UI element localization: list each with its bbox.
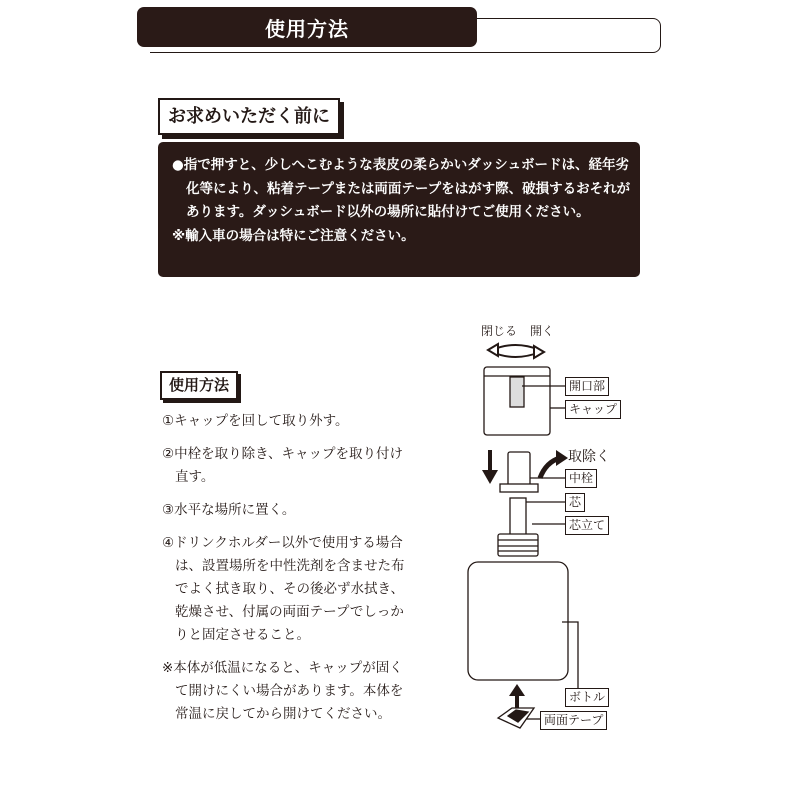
step-2: ②中栓を取り除き、キャップを取り付け直す。 (162, 446, 404, 485)
remove-arrow-icon (540, 450, 568, 478)
page-title: 使用方法 (137, 7, 477, 47)
warning-note: ※輸入車の場合は特にご注意ください。 (172, 227, 415, 244)
remove-label: 取除く (568, 449, 610, 465)
opening-label: 開口部 (565, 377, 609, 396)
bullet-icon: ● (172, 157, 184, 173)
warning-text: ●指で押すと、少しへこむような表皮の柔らかいダッシュボードは、経年劣化等により、粘着テープまたは両面テープをはがす際、破損するおそれがあります。ダッシュボード以外の場所に貼付けてご使用ください。 (172, 157, 631, 220)
down-arrow-icon (482, 450, 498, 484)
wick-illustration (510, 498, 565, 538)
tape-illustration (498, 708, 540, 728)
step-3: ③水平な場所に置く。 (162, 502, 296, 518)
wick-stand-label: 芯立て (565, 516, 609, 535)
close-label: 閉じる (481, 324, 518, 338)
tape-label: 両面テープ (540, 711, 607, 730)
rotate-arrow-icon (488, 344, 544, 358)
cap-label: キャップ (565, 400, 621, 419)
bottle-illustration (468, 534, 590, 692)
wick-label: 芯 (565, 493, 585, 512)
cap-illustration (484, 367, 565, 435)
usage-note: ※本体が低温になると、キャップが固くて開けにくい場合があります。本体を常温に戻してから開けてください。 (162, 660, 404, 722)
usage-title: 使用方法 (160, 371, 238, 400)
plug-label: 中栓 (565, 469, 597, 488)
usage-steps (162, 410, 414, 736)
bottle-label: ボトル (565, 688, 609, 707)
warning-notice (158, 142, 640, 277)
step-4: ④ドリンクホルダー以外で使用する場合は、設置場所を中性洗剤を含ませた布でよく拭き取り、その後必ず水拭き、乾燥させ、付属の両面テープでしっかりと固定させること。 (162, 535, 405, 643)
up-arrow-icon (509, 684, 525, 708)
step-1: ①キャップを回して取り外す。 (162, 413, 349, 429)
open-label: 開く (530, 324, 555, 338)
warning-title: お求めいただく前に (158, 98, 340, 135)
